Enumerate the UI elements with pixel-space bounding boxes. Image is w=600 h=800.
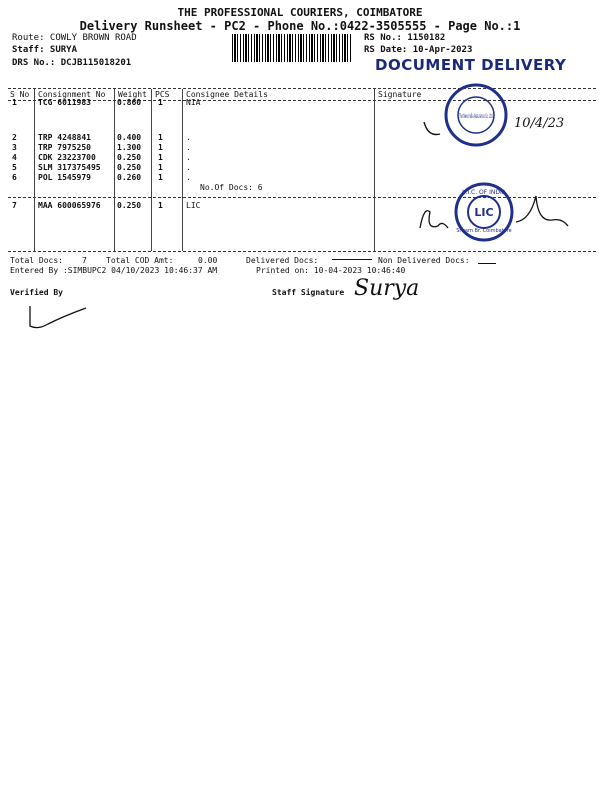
table-bottom-rule — [8, 251, 596, 252]
row-pcs: 1 — [158, 143, 163, 152]
printed-on: Printed on: 10-04-2023 10:46:40 — [256, 266, 406, 275]
col-divider — [34, 89, 35, 251]
col-divider — [374, 89, 375, 251]
row-weight: 0.250 — [117, 163, 142, 172]
rs-date: RS Date: 10-Apr-2023 — [364, 45, 473, 55]
lic-logo: LIC — [474, 206, 494, 219]
row-consignment: POL 1545979 — [38, 173, 91, 182]
row-consignment: SLM 317375495 — [38, 163, 101, 172]
row-consignment: TRP 7975250 — [38, 143, 91, 152]
no-of-docs: No.Of Docs: 6 — [200, 183, 263, 192]
nia-date-handwritten: 10/4/23 — [514, 116, 565, 131]
verifier-signature — [24, 300, 94, 334]
row-consignee: . — [186, 153, 191, 162]
non-delivered-docs-label: Non Delivered Docs: — [378, 256, 470, 265]
row-weight: 0.250 — [117, 201, 142, 210]
col-header-signature: Signature — [378, 90, 422, 99]
lic-receipt-stamp — [412, 182, 592, 244]
row-pcs: 1 — [158, 201, 163, 210]
company-title: THE PROFESSIONAL COURIERS, COIMBATORE — [177, 6, 423, 19]
row-sno: 3 — [12, 143, 17, 152]
row-weight: 0.260 — [117, 173, 142, 182]
total-cod-label: Total COD Amt: — [106, 256, 174, 265]
row-consignee: LIC — [186, 201, 201, 210]
col-header-consignee: Consignee Details — [186, 90, 268, 99]
col-header-sno: S No — [10, 90, 30, 99]
staff-signature-handwritten: Surya — [354, 276, 420, 301]
runsheet-title: Delivery Runsheet - PC2 - Phone No.:0422-3505555 - Page No.:1 — [79, 19, 521, 33]
row-weight: 1.300 — [117, 143, 142, 152]
row-consignment: MAA 600065976 — [38, 201, 101, 210]
col-divider — [114, 89, 115, 251]
row-consignee: NIA — [186, 98, 201, 107]
col-header-weight: Weight — [118, 90, 147, 99]
row-consignment: TRP 4248841 — [38, 133, 91, 142]
delivered-docs-mark — [332, 259, 372, 260]
row-consignee: . — [186, 173, 191, 182]
lic-branch-text: Sriram Br. Coimbatore — [456, 228, 512, 234]
staff-signature-label: Staff Signature — [272, 288, 345, 297]
total-cod-value: 0.00 — [198, 256, 218, 265]
row-sno: 5 — [12, 163, 17, 172]
row-pcs: 1 — [158, 133, 163, 142]
row-sno: 2 — [12, 133, 17, 142]
row-sno: 7 — [12, 201, 17, 210]
row-weight: 0.860 — [117, 98, 142, 107]
row-sno: 6 — [12, 173, 17, 182]
barcode — [232, 34, 352, 62]
staff-label: Staff: SURYA — [12, 45, 78, 55]
total-docs-value: 7 — [82, 256, 87, 265]
delivered-docs-label: Delivered Docs: — [246, 256, 319, 265]
nia-stamp-text: The New India Assurance Co. Ltd. — [458, 113, 494, 120]
row-weight: 0.250 — [117, 153, 142, 162]
row-consignee: . — [186, 163, 191, 172]
verified-by-label: Verified By — [10, 288, 63, 297]
entered-by: Entered By :SIMBUPC2 04/10/2023 10:46:37 AM — [10, 266, 218, 275]
row-pcs: 1 — [158, 173, 163, 182]
row-weight: 0.400 — [117, 133, 142, 142]
document-delivery-stamp: DOCUMENT DELIVERY — [375, 56, 567, 74]
route-label: Route: COWLY BROWN ROAD — [12, 33, 137, 43]
row-consignee: . — [186, 133, 191, 142]
col-header-consignment: Consignment No — [38, 90, 106, 99]
row-sno: 1 — [12, 98, 17, 107]
nia-receipt-stamp — [418, 82, 588, 152]
total-docs-label: Total Docs: — [10, 256, 63, 265]
rs-number: RS No.: 1150182 — [364, 33, 446, 43]
row-pcs: 1 — [158, 98, 163, 107]
col-divider — [151, 89, 152, 251]
row-consignment: TCG 6011983 — [38, 98, 91, 107]
drs-number: DRS No.: DCJB115018201 — [12, 58, 132, 68]
row-pcs: 1 — [158, 163, 163, 172]
col-header-pcs: PCS — [155, 90, 170, 99]
lic-stamp-text: L.I.C. OF INDIA — [462, 189, 506, 196]
row-sno: 4 — [12, 153, 17, 162]
non-delivered-docs-mark — [478, 263, 496, 264]
row-consignment: CDK 23223700 — [38, 153, 96, 162]
row-pcs: 1 — [158, 153, 163, 162]
row-consignee: . — [186, 143, 191, 152]
col-divider — [182, 89, 183, 251]
